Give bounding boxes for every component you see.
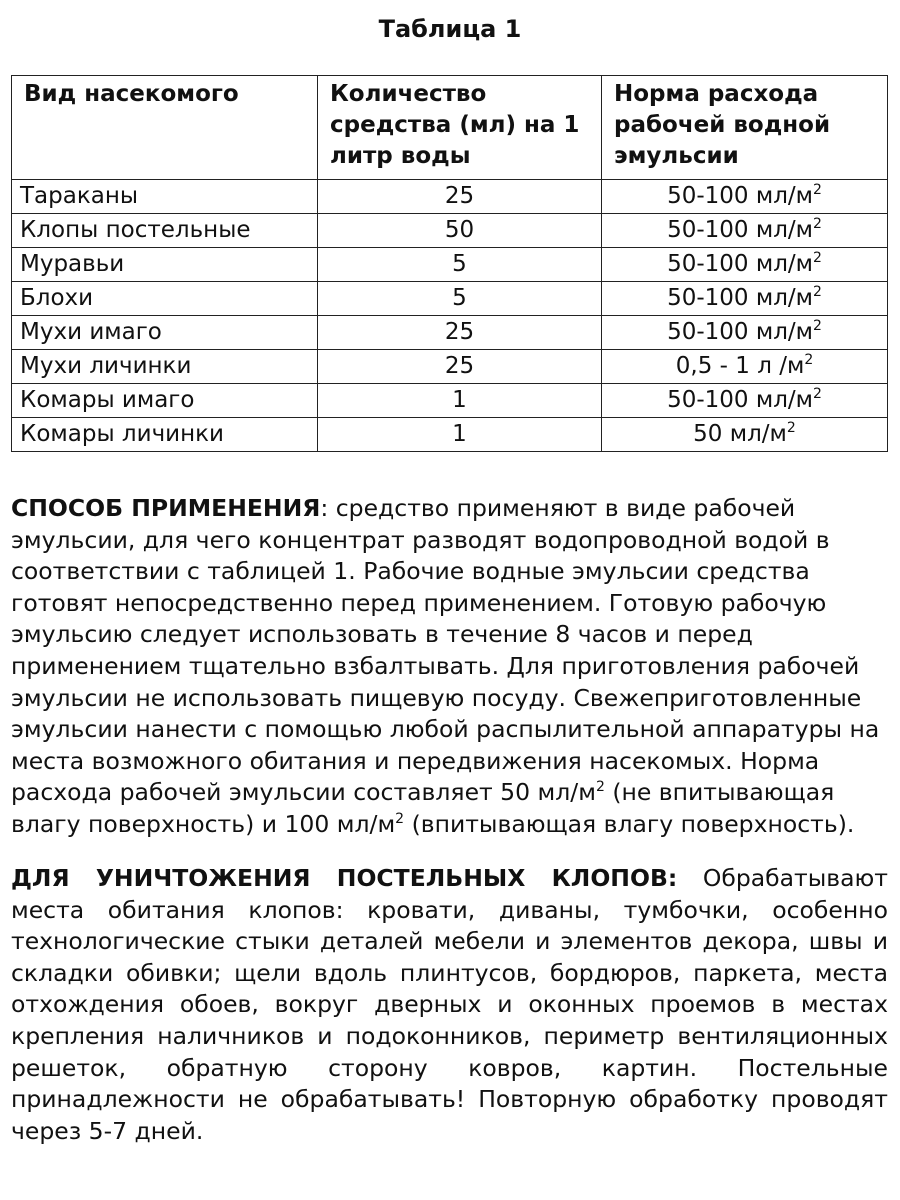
- cell-norm: [602, 180, 888, 214]
- method-text-3: (впитывающая влагу поверхность).: [404, 809, 855, 838]
- cell-norm: [602, 418, 888, 452]
- method-sup-2: 2: [395, 810, 405, 827]
- cell-norm: [602, 248, 888, 282]
- cell-insect: Муравьи: [12, 248, 318, 282]
- cell-amount: 25: [318, 350, 602, 384]
- norm-value: 50-100 мл/м: [667, 387, 813, 413]
- table-row: [12, 180, 888, 214]
- norm-value: 50-100 мл/м: [667, 183, 813, 209]
- norm-superscript: 2: [813, 250, 822, 266]
- table-body: [12, 180, 888, 452]
- table-row: [12, 316, 888, 350]
- cell-norm: [602, 350, 888, 384]
- insect-table: [11, 75, 888, 452]
- table-row: [12, 418, 888, 452]
- cell-amount: 5: [318, 248, 602, 282]
- method-paragraph: [11, 493, 888, 841]
- norm-superscript: 2: [813, 284, 822, 300]
- cell-insect: Комары имаго: [12, 384, 318, 418]
- norm-value: 50-100 мл/м: [667, 251, 813, 277]
- cell-norm: [602, 214, 888, 248]
- header-norm: Норма расхода рабочей водной эмульсии: [602, 76, 888, 180]
- norm-superscript: 2: [813, 318, 822, 334]
- cell-amount: 1: [318, 384, 602, 418]
- bedbugs-paragraph: [11, 863, 888, 1147]
- cell-norm: [602, 316, 888, 350]
- table-row: [12, 214, 888, 248]
- method-heading: СПОСОБ ПРИМЕНЕНИЯ: [11, 494, 321, 522]
- table-row: [12, 350, 888, 384]
- norm-value: 50-100 мл/м: [667, 217, 813, 243]
- header-insect: Вид насекомого: [12, 76, 318, 180]
- cell-insect: Комары личинки: [12, 418, 318, 452]
- cell-insect: Мухи имаго: [12, 316, 318, 350]
- bedbugs-heading: ДЛЯ УНИЧТОЖЕНИЯ ПОСТЕЛЬНЫХ КЛОПОВ:: [11, 864, 678, 892]
- bedbugs-text: Обрабатывают места обитания клопов: кровати, диваны, тумбочки, особенно технологические стыки деталей мебели и элементов декора, швы и складки обивки; щели вдоль плинтусов, бордюров, паркета, места отхождения обоев, вокруг дверных и оконных проемов в местах крепления наличников и подоконников, периметр вентиляционных решеток, обратную сторону ковров, картин. Постельные принадлежности не обрабатывать! Повторную обработку проводят через 5-7 дней.: [11, 864, 888, 1145]
- norm-value: 0,5 - 1 л /м: [675, 353, 805, 379]
- norm-superscript: 2: [813, 216, 822, 232]
- cell-amount: 25: [318, 316, 602, 350]
- norm-superscript: 2: [813, 182, 822, 198]
- cell-norm: [602, 384, 888, 418]
- method-sup-1: 2: [595, 779, 605, 796]
- norm-superscript: 2: [813, 386, 822, 402]
- table-header-row: [12, 76, 888, 180]
- cell-insect: Мухи личинки: [12, 350, 318, 384]
- norm-superscript: 2: [786, 420, 796, 436]
- cell-amount: 50: [318, 214, 602, 248]
- norm-value: 50-100 мл/м: [667, 285, 813, 311]
- cell-insect: Клопы постельные: [12, 214, 318, 248]
- cell-norm: [602, 282, 888, 316]
- cell-amount: 1: [318, 418, 602, 452]
- header-amount: Количество средства (мл) на 1 литр воды: [318, 76, 602, 180]
- cell-amount: 5: [318, 282, 602, 316]
- cell-insect: Тараканы: [12, 180, 318, 214]
- table-row: [12, 384, 888, 418]
- norm-superscript: 2: [804, 352, 814, 368]
- table-row: [12, 248, 888, 282]
- cell-insect: Блохи: [12, 282, 318, 316]
- norm-value: 50-100 мл/м: [667, 319, 813, 345]
- cell-amount: 25: [318, 180, 602, 214]
- table-title: Таблица 1: [378, 15, 522, 43]
- method-text-1: : средство применяют в виде рабочей эмульсии, для чего концентрат разводят водопроводной водой в соответствии с таблицей 1. Рабочие водные эмульсии средства готовят непосредственно перед применением. Готовую рабочую эмульсию следует использовать в течение 8 часов и перед применением тщательно взбалтывать. Для приготовления рабочей эмульсии не использовать пищевую посуду. Свежеприготовленные эмульсии нанести с помощью любой распылительной аппаратуры на места возможного обитания и передвижения насекомых. Норма расхода рабочей эмульсии составляет 50 мл/м: [11, 494, 880, 807]
- method-text-2: (не впитывающая влагу поверхность) и 100 мл/м: [11, 778, 835, 838]
- table-row: [12, 282, 888, 316]
- norm-value: 50 мл/м: [693, 421, 787, 447]
